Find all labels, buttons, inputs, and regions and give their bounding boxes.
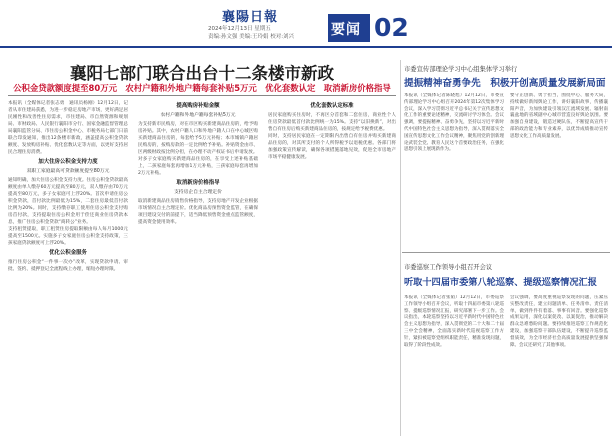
subheading-detail: 农村户籍和外地户籍每套补贴5万元 — [160, 113, 236, 118]
article-body-column — [404, 295, 504, 436]
section-label: 要闻 — [331, 22, 361, 38]
body-paragraph: 会议强调，要高度重视巡察发现的问题，压紧压实整改责任，建立问题清单、任务清单、责任清单，做到件件有着落、事事有回音。要强化巡察成果运用，深化以案促改、以案促治，推动解决群众急难愁盼问题。要持续推进巡察工作规范化建设，加强巡察干部队伍建设，不断提升巡察监督质效，为全市经济社会高质量发展提供坚强保障。会议还研究了其他事项。 — [510, 295, 608, 348]
article-title: 提振精神奋勇争先 积极开创高质量发展新局面 — [404, 78, 606, 89]
body-paragraph: 本报讯（全媒体记者陈晓旭）12月12日，市委宣传部理论学习中心组召开2024年第12次集体学习会议，深入学习贯彻习近平总书记关于宣传思想文化工作的重要论述精神，交流研讨学习体会。会议强调，要提振精神、奋勇争先，坚持以习近平新时代中国特色社会主义思想为指导，深入贯彻落实全国宣传思想文化工作会议精神，聚焦用党的创新理论武装全党、教育人民这个首要政治任务，在强化思想引领上展现新作为。 — [404, 93, 504, 153]
subheading-detail: 支持房企自主合理定价 — [174, 190, 222, 195]
date-line: 2024年12月13日 星期五 — [208, 26, 271, 32]
main-article-column-2 — [138, 100, 258, 436]
article-separator — [402, 252, 610, 253]
subheading: 提高购房补贴金额 — [176, 103, 220, 109]
body-paragraph: 取消新建商品住房销售价格指导，支持房地产开发企业根据市场情况自主合理定价。优化商品房预售资金监管，在确保项目建设交付的前提下，适当降低预售资金重点监管额度，提高资金使用效率。 — [138, 199, 258, 225]
newspaper-logo: 襄陽日報 — [222, 10, 279, 25]
body-paragraph: 支持租赁提取，职工租赁住房提取限额由每人每月1000元提高至1500元。实施多子女家庭住房公积金支持政策，三孩家庭贷款额度可上浮20%。 — [8, 227, 128, 246]
body-paragraph: 为支持新市民购房，对在市区购买新建商品住房的，给予购房补贴。其中，农村户籍人口和外地户籍人口在中心城区购买新建商品住房的，每套给予5万元补贴；本市城镇户籍居民购房的，按购房款的一定比例给予补贴。补贴资金由市、区两级财政按比例分担，在办理不动产权证书后申请发放。 — [138, 122, 258, 155]
body-paragraph: 要守正创新、勇于担当，围绕中心、服务大局，持续做好新闻舆论工作，讲好襄阳故事，传播襄阳声音，为加快建设引领汉江流域发展、辐射南襄盆地的省域副中心城市营造良好舆论氛围。要加强自身建设，锻造过硬队伍，不断提高宣传干部的政治能力和专业素养，以优异成绩推动宣传思想文化工作高质量发展。 — [510, 93, 608, 139]
subheading: 优化套数认定标准 — [310, 103, 354, 109]
article-body-column — [404, 93, 504, 251]
article-body-column — [510, 93, 608, 251]
masthead-rule — [0, 46, 612, 48]
body-paragraph: 对多子女家庭购买新建商品住房的，在享受上述补贴基础上，二孩家庭每套再增加1万元补贴，三孩家庭每套再增加2万元补贴。 — [138, 157, 258, 176]
masthead — [0, 0, 612, 48]
article-kicker: 市委宣传部理论学习中心组集体学习举行 — [404, 66, 518, 73]
body-paragraph: 本报讯（全媒体记者张韬）12月12日，市委巡察工作领导小组召开会议，听取十四届市委第八轮巡察、提级巡察情况汇报，研究部署下一步工作。会议指出，本轮巡察坚持以习近平新时代中国特色社会主义思想为指导，深入贯彻党的二十大和二十届三中全会精神，全面落实新时代巡视巡察工作方针，紧扣被巡察党组织职能责任，精准发现问题，取得了阶段性成效。 — [404, 295, 504, 348]
editor-line: 责编:孙文强 美编:王玲娟 校对:刘兴 — [208, 34, 295, 40]
headline-separator — [8, 95, 396, 96]
subheading: 取消新房价格指导 — [176, 180, 220, 186]
body-paragraph: 居民家庭购买住房时，不再区分首套和二套住房，商业性个人住房贷款最低首付款比例统一为15%。支持“以旧换新”，对出售自有住房后购买新建商品住房的，按规定给予税费优惠。 — [268, 113, 396, 132]
body-paragraph: 同时，支持居民家庭在一定期限内出售自有住房并购买新建商品住房的，对其所支付的个人所得税予以退税优惠。各部门将加强政策宣传解读，确保各项措施落地见效，促进全市房地产市场平稳健康发展。 — [268, 134, 396, 160]
lead-paragraph: 本报讯（全媒体记者张志勇 通讯员杨刚）12月12日，记者从市住建局获悉，为进一步稳定房地产市场，更好满足居民刚性和改善性住房需求，市住建局、市自然资源和规划局、市财政局、人民银行襄阳市分行、国家金融监督管理总局襄阳监管分局、市住房公积金中心、市税务局七部门日前联合印发通知，推出12条楼市新政，涵盖提高公积金贷款额度、发放购房补贴、优化套数认定等方面，以更好支持居民合理住房消费。 — [8, 101, 128, 155]
body-paragraph: 通知明确，加大住房公积金支持力度。住房公积金贷款最高额度由单人缴存60万元提高至80万元，双人缴存由70万元提高至80万元，多子女家庭可上浮20%。首次申请住房公积金贷款，首付款比例最低为15%，二套住房最低首付款比例为20%。同时，支持缴存职工使用住房公积金支付购房首付款，支持提取住房公积金用于偿还商业住房贷款本息，推广住房公积金贷款“商转公”业务。 — [8, 178, 128, 225]
main-subheadline: 公积金贷款额度提至80万元 农村户籍和外地户籍每套补贴5万元 优化套数认定 取消新房价格指导 — [13, 83, 391, 93]
main-article-column-3 — [268, 100, 396, 436]
column-divider — [400, 60, 401, 436]
main-headline: 襄阳七部门联合出台十二条楼市新政 — [70, 64, 334, 83]
subheading: 优化公积金服务 — [49, 250, 87, 256]
main-article-column-1 — [8, 100, 128, 436]
article-kicker: 市委巡察工作领导小组召开会议 — [404, 264, 493, 271]
article-body-column — [510, 295, 608, 436]
body-paragraph: 推行住房公积金“一件事一次办”改革，实现贷款申请、审批、签约、抵押登记全流程线上办理，缩短办理时限。 — [8, 260, 128, 272]
subheading: 加大住房公积金支持力度 — [38, 159, 98, 165]
subheading-detail: 双职工家庭最高可贷款额度提至80万元 — [26, 169, 110, 174]
page-number: 02 — [374, 13, 409, 42]
article-title: 听取十四届市委第八轮巡察、提级巡察情况汇报 — [404, 277, 597, 288]
